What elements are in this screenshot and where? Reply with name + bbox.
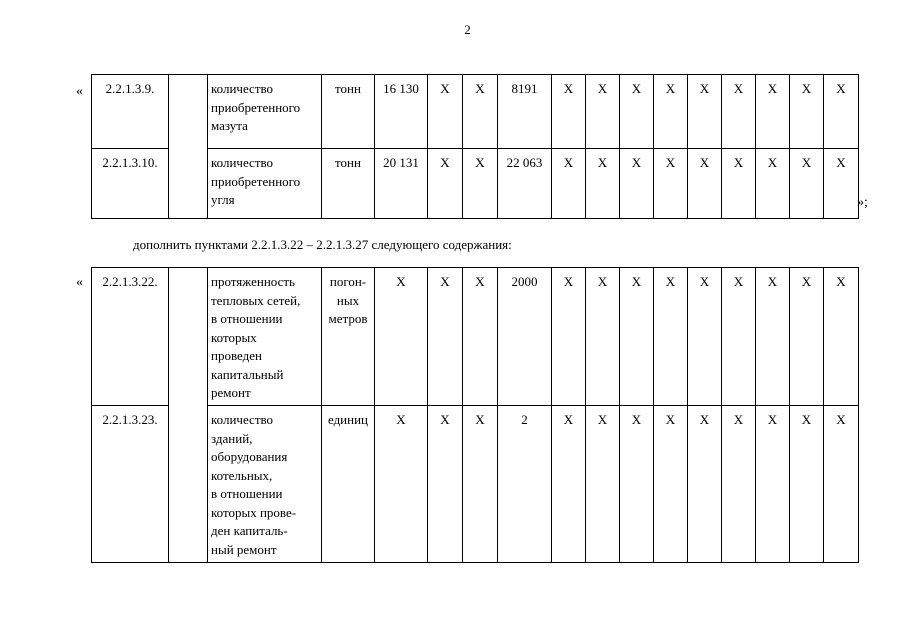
unit-of-measure	[322, 75, 375, 149]
description-line: капитальный	[211, 366, 284, 382]
table-row	[92, 75, 859, 149]
value-cell: Х	[688, 406, 722, 563]
value-cell: Х	[790, 75, 824, 149]
value-cell: Х	[790, 149, 824, 219]
value-cell: Х	[756, 268, 790, 406]
table-row	[92, 149, 859, 219]
value-cell: Х	[428, 75, 463, 149]
value-cell: Х	[586, 268, 620, 406]
value-cell: Х	[790, 268, 824, 406]
description-line: мазута	[211, 118, 248, 133]
value-cell: Х	[654, 75, 688, 149]
description-line: приобретенного	[211, 173, 301, 189]
unit-line: тонн	[335, 81, 361, 96]
close-quote: »;	[857, 195, 868, 210]
description-line: приобретенного	[211, 99, 301, 115]
unit-of-measure	[322, 268, 375, 406]
value-cell: Х	[620, 406, 654, 563]
value-cell: Х	[756, 406, 790, 563]
value-cell: 22 063	[498, 149, 552, 219]
value-cell: Х	[463, 75, 498, 149]
description-line: в отношении	[211, 486, 283, 501]
value-cell: Х	[586, 406, 620, 563]
value-cell: Х	[722, 149, 756, 219]
amendment-intro-text: дополнить пунктами 2.2.1.3.22 – 2.2.1.3.27 следующего содержания:	[133, 237, 512, 252]
item-description	[208, 406, 322, 563]
description-line: ден капиталь-	[211, 523, 288, 538]
description-line: проведен	[211, 348, 262, 363]
description-line: которых	[211, 329, 257, 345]
unit-line: погон-	[329, 274, 367, 289]
item-code: 2.2.1.3.22.	[92, 268, 169, 406]
unit-line: тонн	[335, 155, 361, 170]
description-line: количество	[211, 81, 274, 96]
value-cell: 2	[498, 406, 552, 563]
value-cell: 2000	[498, 268, 552, 406]
value-cell: Х	[824, 406, 859, 563]
open-quote-2: «	[76, 275, 83, 290]
value-cell: Х	[654, 406, 688, 563]
unit-of-measure	[322, 406, 375, 563]
description-line: протяженность	[211, 274, 295, 289]
value-cell: Х	[620, 268, 654, 406]
item-description	[208, 149, 322, 219]
description-line: угля	[211, 192, 235, 207]
description-line: ный ремонт	[211, 541, 277, 557]
description-line: тепловых сетей,	[211, 292, 301, 308]
description-line: количество	[211, 155, 274, 170]
item-code: 2.2.1.3.9.	[92, 75, 169, 149]
value-cell: Х	[428, 406, 463, 563]
value-cell: Х	[586, 149, 620, 219]
item-code: 2.2.1.3.10.	[92, 149, 169, 219]
value-cell: Х	[654, 268, 688, 406]
value-cell: Х	[824, 75, 859, 149]
value-cell: Х	[620, 149, 654, 219]
value-cell: Х	[428, 268, 463, 406]
item-description	[208, 75, 322, 149]
description-line: котельных,	[211, 467, 273, 483]
table-row	[92, 268, 859, 406]
unit-line: метров	[328, 311, 368, 326]
value-cell: Х	[552, 268, 586, 406]
value-cell: Х	[620, 75, 654, 149]
table-existing-items	[91, 74, 859, 219]
value-cell: Х	[688, 149, 722, 219]
value-cell: Х	[722, 406, 756, 563]
description-line: ремонт	[211, 385, 251, 400]
value-cell: Х	[756, 75, 790, 149]
value-cell: Х	[552, 406, 586, 563]
value-cell: Х	[824, 268, 859, 406]
description-line: количество	[211, 412, 274, 427]
value-cell: Х	[375, 406, 428, 563]
value-cell: Х	[463, 268, 498, 406]
value-cell: Х	[375, 268, 428, 406]
value-cell: Х	[463, 149, 498, 219]
value-cell: Х	[428, 149, 463, 219]
item-code: 2.2.1.3.23.	[92, 406, 169, 563]
empty-cell	[169, 75, 208, 219]
value-cell: Х	[654, 149, 688, 219]
value-cell: Х	[463, 406, 498, 563]
table-row	[92, 406, 859, 563]
value-cell: Х	[552, 149, 586, 219]
value-cell: Х	[688, 75, 722, 149]
value-cell: Х	[790, 406, 824, 563]
unit-line: единиц	[327, 412, 369, 427]
value-cell: Х	[722, 268, 756, 406]
value-cell: Х	[722, 75, 756, 149]
value-cell: 8191	[498, 75, 552, 149]
item-description	[208, 268, 322, 406]
value-cell: Х	[756, 149, 790, 219]
empty-cell	[169, 268, 208, 563]
value-cell: 16 130	[375, 75, 428, 149]
open-quote: «	[76, 84, 83, 99]
value-cell: Х	[552, 75, 586, 149]
description-line: оборудования	[211, 449, 288, 464]
value-cell: Х	[586, 75, 620, 149]
description-line: в отношении	[211, 311, 283, 326]
value-cell: 20 131	[375, 149, 428, 219]
unit-line: ных	[336, 292, 360, 308]
description-line: зданий,	[211, 430, 253, 446]
table-new-items	[91, 267, 859, 563]
value-cell: Х	[688, 268, 722, 406]
description-line: которых прове-	[211, 504, 297, 520]
value-cell: Х	[824, 149, 859, 219]
page-number: 2	[464, 22, 471, 37]
unit-of-measure	[322, 149, 375, 219]
